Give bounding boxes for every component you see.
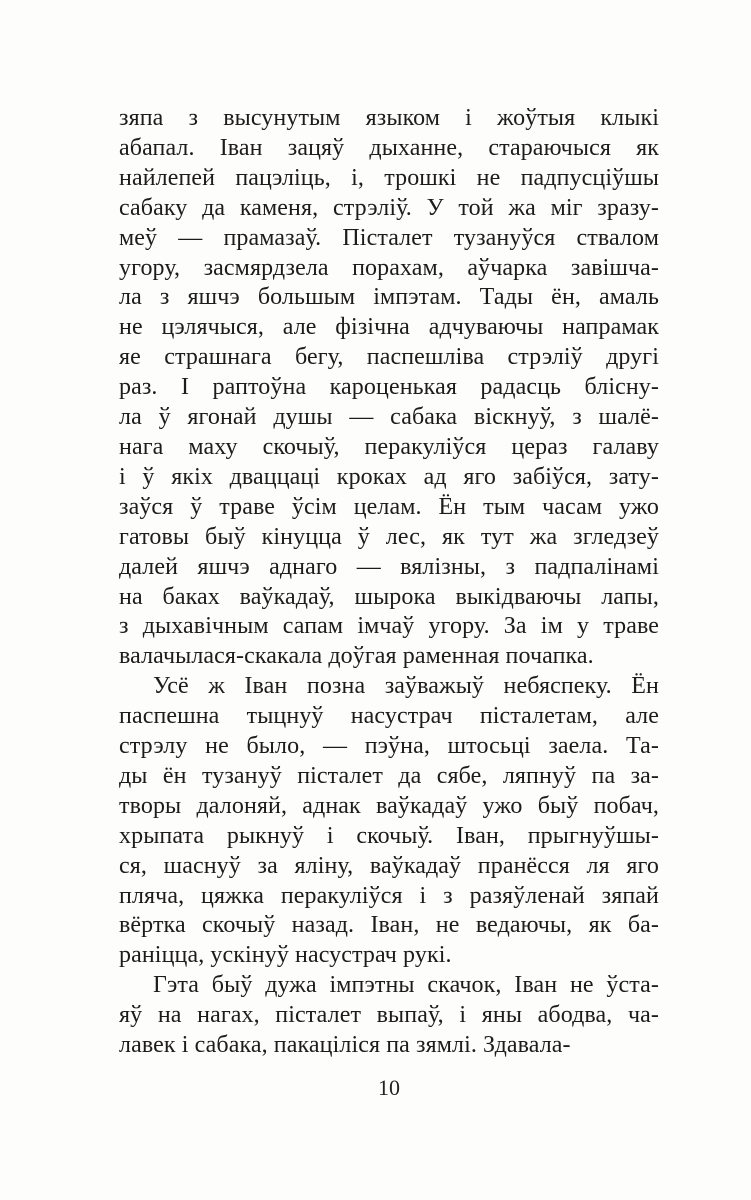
text-line: ды ён тузануў пісталет да сябе, ляпнуў па за- — [119, 762, 659, 789]
text-line: ла з яшчэ большым імпэтам. Тады ён, амаль — [119, 284, 659, 311]
text-line: лавек і сабака, пакаціліся па зямлі. Здавала- — [119, 1032, 571, 1059]
text-line: Гэта быў дужа імпэтны скачок, Іван не ўста- — [153, 972, 659, 999]
text-line: сабаку да каменя, стрэліў. У той жа міг зразу- — [119, 194, 659, 221]
text-line: зяпа з высунутым языком і жоўтыя клыкі — [119, 105, 659, 131]
text-line: яе страшнага бегу, паспешліва стрэліў другі — [119, 344, 659, 371]
text-line: і ў якіх дваццаці кроках ад яго забіўся, зату- — [119, 463, 659, 490]
text-line: з дыхавічным сапам імчаў угору. За ім у траве — [119, 613, 659, 640]
text-line: стрэлу не было, — пэўна, штосьці заела. Та- — [119, 733, 659, 760]
text-line: хрыпата рыкнуў і скочыў. Іван, прыгнуўшы- — [119, 822, 659, 849]
text-line: гатовы быў кінуцца ў лес, як тут жа згледзеў — [119, 523, 659, 550]
text-line: меў — прамазаў. Пісталет тузануўся ствалом — [119, 224, 659, 251]
body-text — [119, 104, 659, 1061]
text-line: вёртка скочыў назад. Іван, не ведаючы, як ба- — [119, 912, 659, 939]
text-line: ла ў ягонай душы — сабака віскнуў, з шалё- — [119, 404, 659, 431]
page-number: 10 — [378, 1075, 400, 1100]
text-line: Усё ж Іван позна заўважыў небяспеку. Ён — [153, 673, 659, 700]
text-line: раніцца, ускінуў насустрач рукі. — [119, 942, 452, 969]
text-line: угору, засмярдзела порахам, аўчарка завішча- — [119, 254, 659, 281]
text-line: далей яшчэ аднаго — вялізны, з падпалінамі — [119, 553, 659, 580]
text-line: заўся ў траве ўсім целам. Ён тым часам ужо — [119, 493, 659, 520]
text-line: паспешна тыцнуў насустрач пісталетам, але — [119, 703, 659, 730]
text-line: раз. І раптоўна кароценькая радасць блісну- — [119, 374, 659, 401]
text-line: не цэлячыся, але фізічна адчуваючы напрамак — [119, 314, 659, 341]
text-line: абапал. Іван зацяў дыханне, стараючыся як — [119, 134, 659, 161]
text-line: творы далоняй, аднак ваўкадаў ужо быў побач, — [119, 792, 659, 819]
text-line: нага маху скочыў, перакуліўся цераз галаву — [119, 433, 659, 460]
text-line: на баках ваўкадаў, шырока выкідваючы лапы, — [119, 583, 659, 610]
text-line: пляча, цяжка перакуліўся і з разяўленай зяпай — [119, 882, 659, 909]
text-line: найлепей пацэліць, і, трошкі не падпусціўшы — [119, 164, 659, 191]
text-line: яў на нагах, пісталет выпаў, і яны абодва, ча- — [119, 1002, 659, 1029]
text-line: ся, шаснуў за яліну, ваўкадаў пранёсся ля яго — [119, 852, 659, 879]
text-line: валачылася-скакала доўгая раменная почапка. — [119, 643, 594, 670]
